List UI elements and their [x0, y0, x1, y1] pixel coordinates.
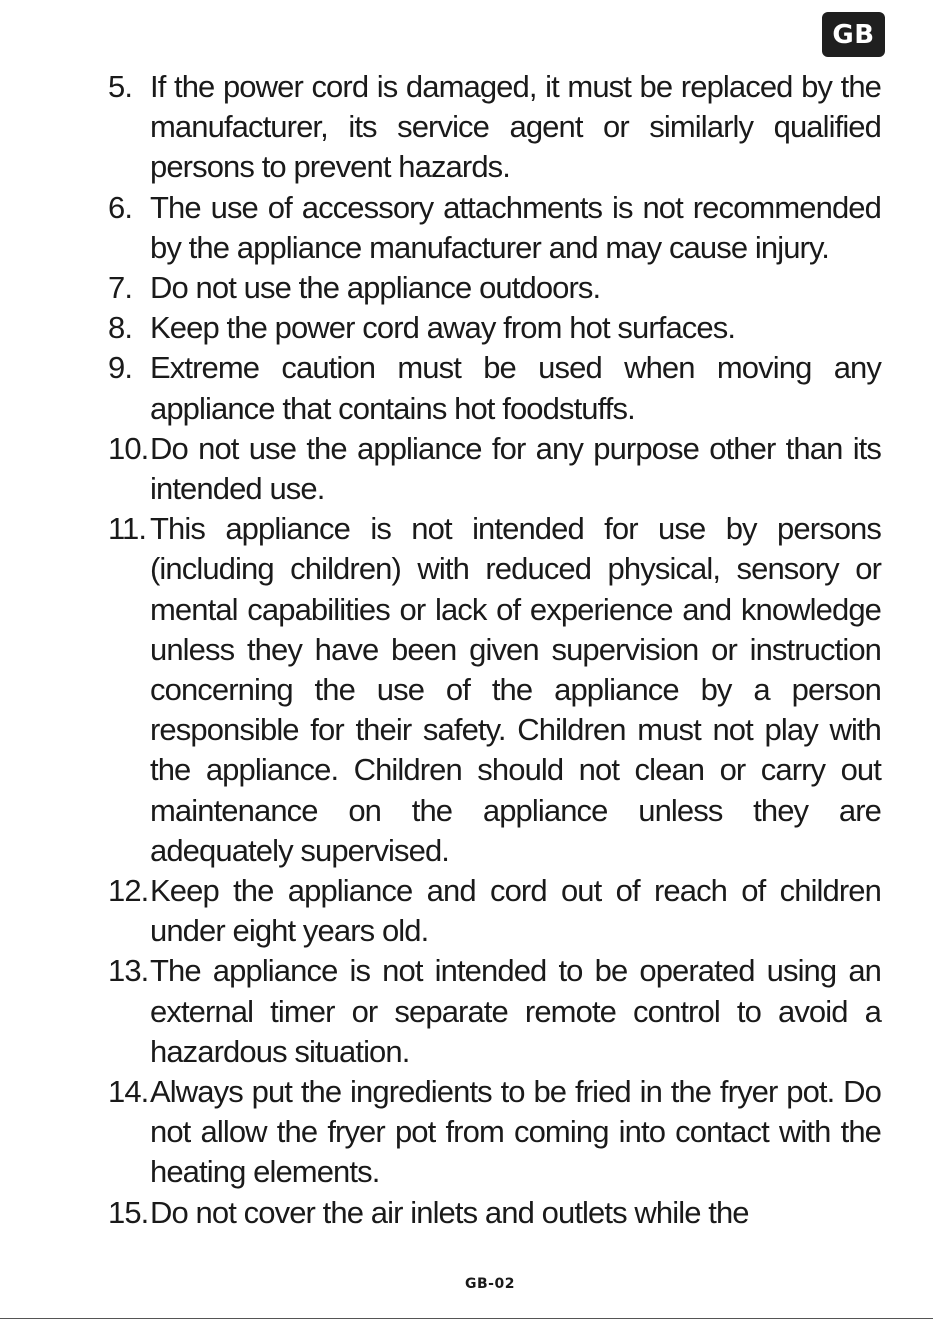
instruction-number: 15. [108, 1194, 149, 1230]
bottom-divider [0, 1318, 933, 1319]
instruction-number: 11. [108, 511, 147, 547]
instruction-number: 7. [108, 270, 133, 306]
instruction-number: 14. [108, 1074, 149, 1110]
instruction-text: If the power cord is damaged, it must be replaced by the manufacturer, its service agent or similarly qualified persons to prevent hazards. [150, 69, 881, 185]
instruction-text: Do not use the appliance for any purpose other than its intended use. [150, 430, 881, 507]
instruction-item [108, 951, 881, 1072]
instruction-text: Keep the appliance and cord out of reach of children under eight years old. [150, 873, 881, 949]
language-badge: GB [822, 12, 885, 57]
instruction-text: The appliance is not intended to be operated using an external timer or separate remote control to avoid a hazardous situation. [150, 953, 881, 1069]
safety-instructions-list [108, 67, 881, 1233]
instruction-item [108, 1193, 881, 1233]
instruction-item [108, 348, 881, 428]
instruction-item [108, 188, 881, 268]
instruction-number: 6. [108, 189, 133, 225]
page-number: GB-02 [465, 1276, 515, 1292]
instruction-number: 8. [108, 310, 133, 346]
instruction-item [108, 67, 881, 188]
instruction-number: 5. [108, 69, 133, 104]
instruction-item [108, 429, 881, 509]
instruction-item [108, 268, 881, 308]
instruction-number: 10. [108, 430, 149, 466]
instruction-text: Do not cover the air inlets and outlets while the [150, 1194, 749, 1230]
instruction-text: This appliance is not intended for use by persons (including children) with reduced physical, sensory or mental capabilities or lack of experience and knowledge unless they have been given supervision or instruction concerning the use of the appliance by a person responsible for their safety. Children must not play with the appliance. Children should not clean or carry out maintenance on the appliance unless they are adequately supervised. [150, 511, 881, 868]
instruction-item [108, 1072, 881, 1193]
instruction-text: Extreme caution must be used when moving any appliance that contains hot foodstuffs. [150, 350, 881, 426]
instruction-item [108, 308, 881, 348]
instruction-item [108, 509, 881, 871]
instruction-text: Do not use the appliance outdoors. [150, 270, 601, 306]
instruction-text: Keep the power cord away from hot surfaces. [150, 310, 736, 346]
instruction-text: The use of accessory attachments is not recommended by the appliance manufacturer and may cause injury. [150, 189, 881, 265]
instruction-text: Always put the ingredients to be fried in the fryer pot. Do not allow the fryer pot from coming into contact with the heating elements. [150, 1074, 881, 1190]
instruction-number: 13. [108, 953, 149, 989]
instruction-item [108, 871, 881, 951]
instruction-number: 9. [108, 350, 133, 386]
instruction-number: 12. [108, 873, 149, 909]
